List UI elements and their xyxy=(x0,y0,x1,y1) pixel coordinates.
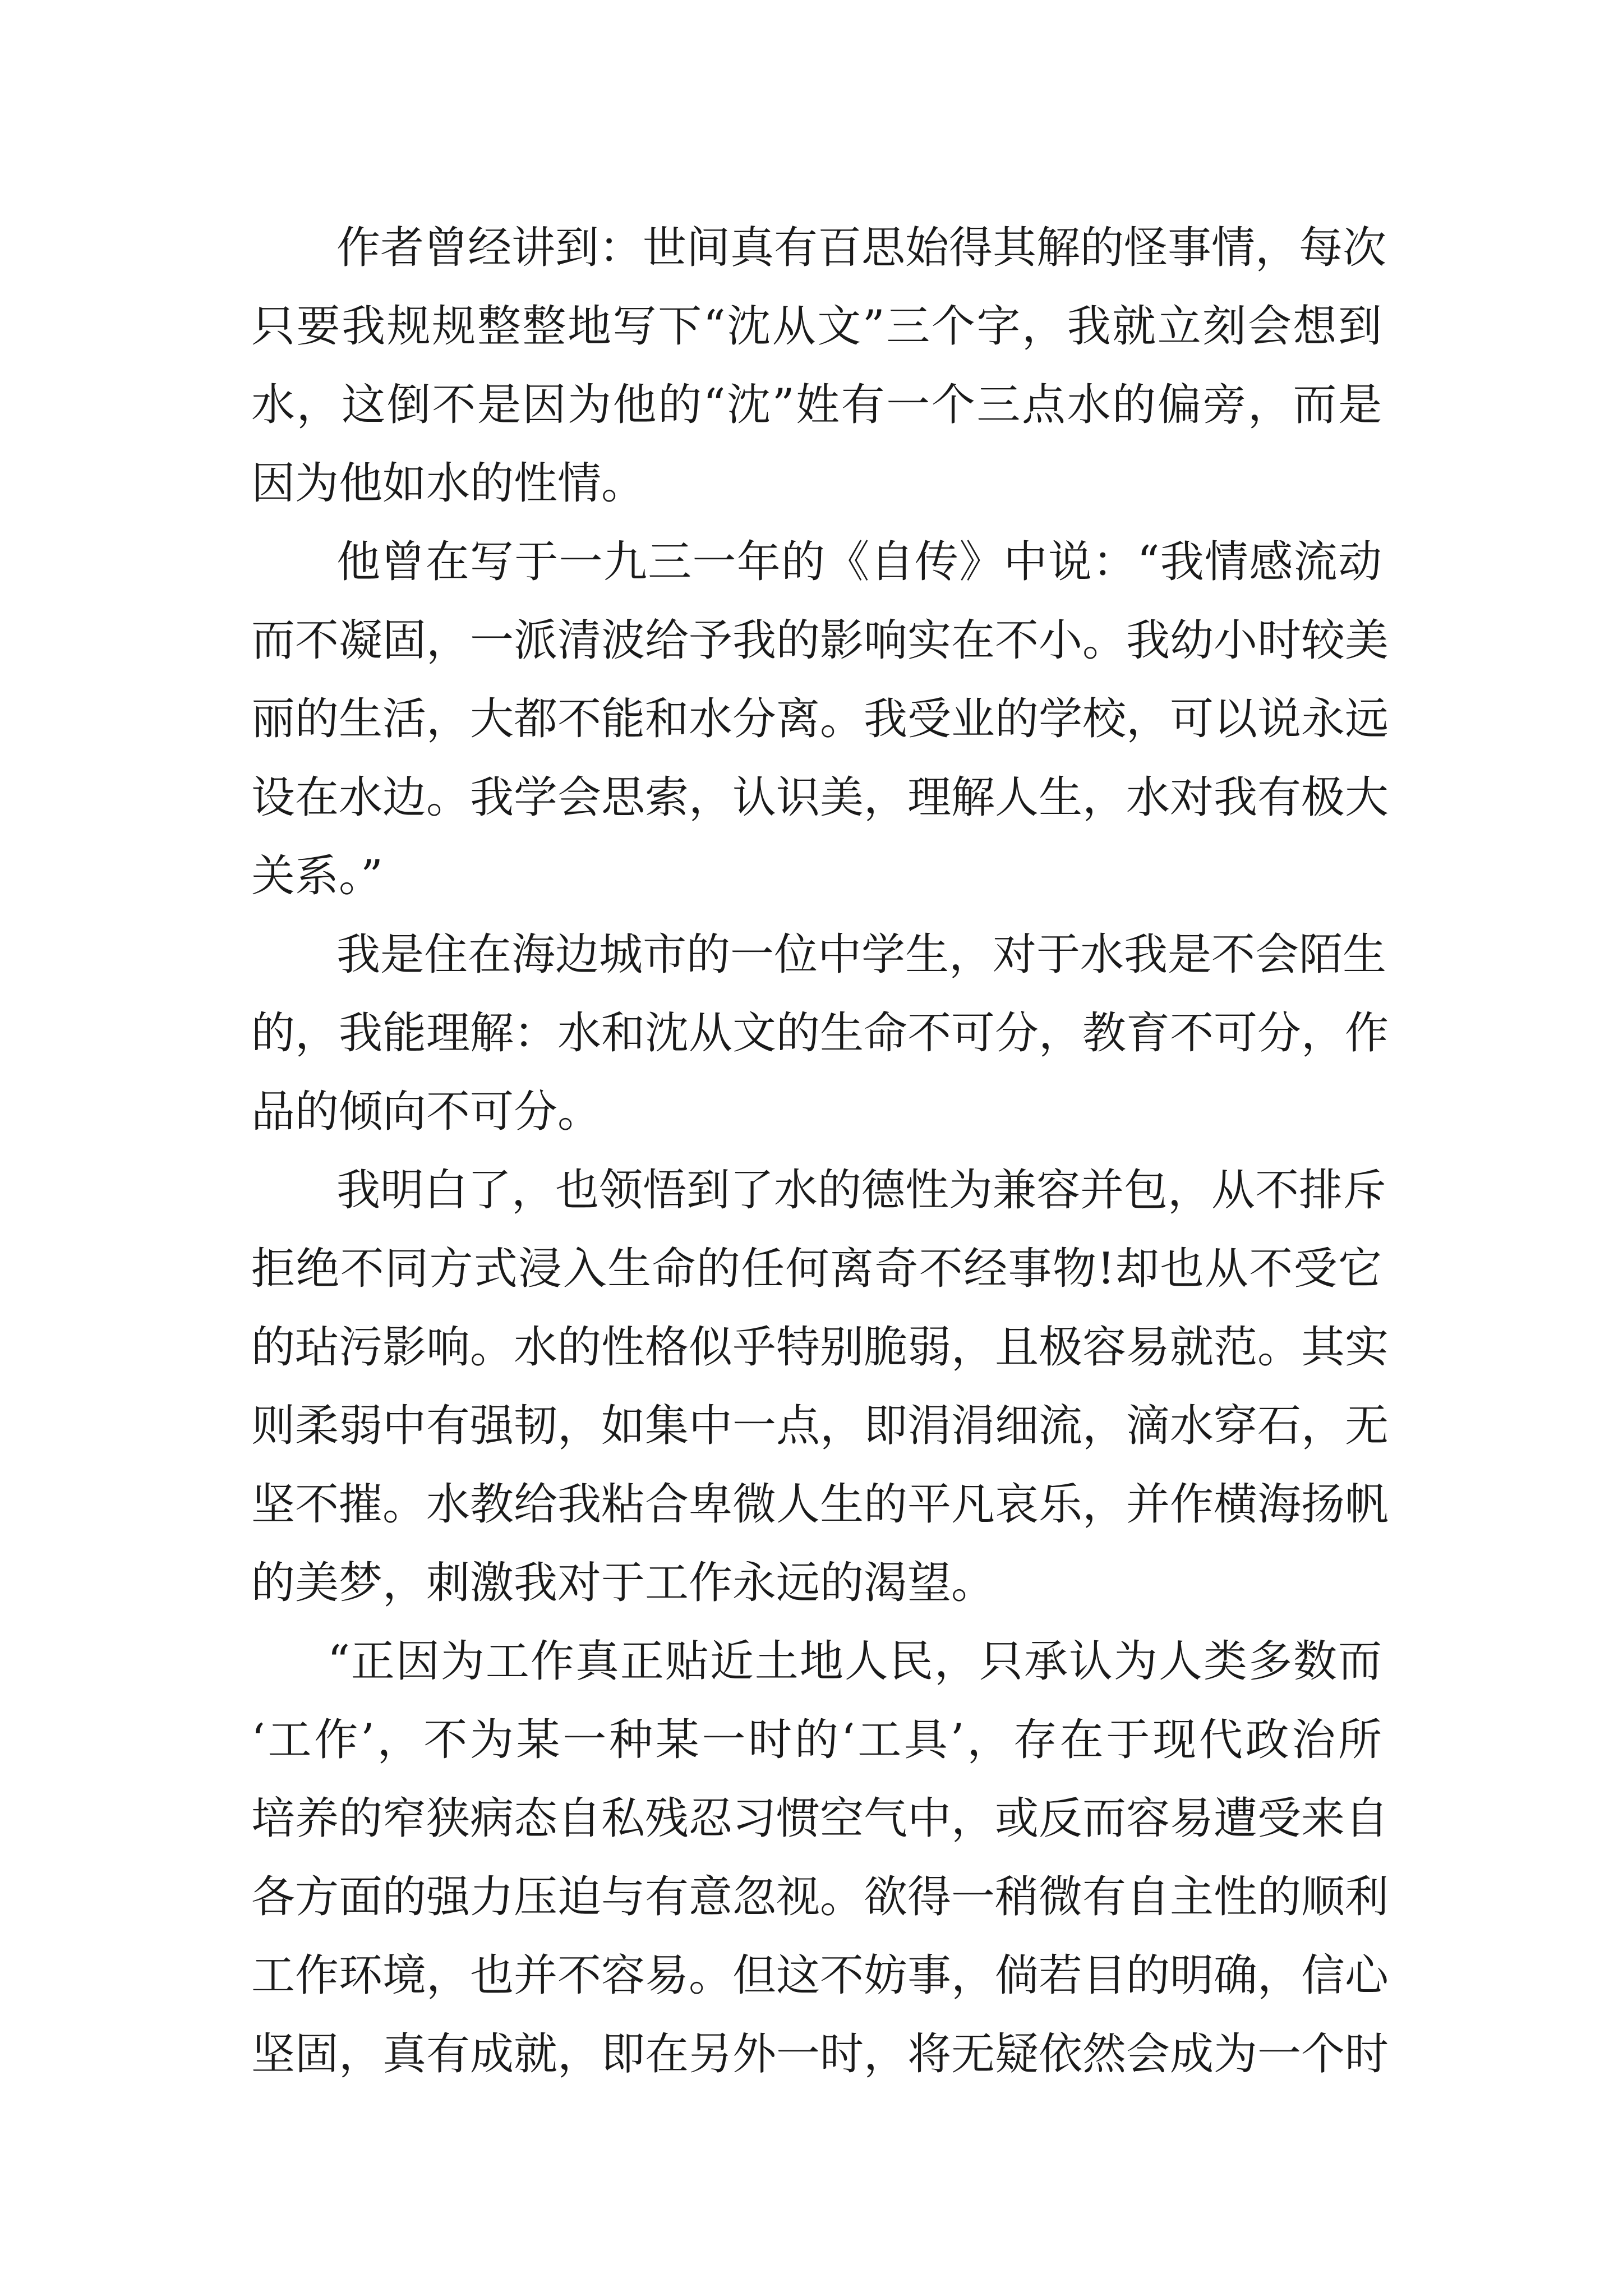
text-line: 只要我规规整整地写下“沈从文”三个字，我就立刻会想到 xyxy=(251,301,1382,352)
text-line: 设在水边。我学会思索，认识美，理解人生，水对我有极大 xyxy=(251,772,1389,823)
text-line: 培养的窄狭病态自私残忍习惯空气中，或反而容易遭受来自 xyxy=(251,1793,1389,1844)
paragraph-3 xyxy=(251,915,1389,1151)
paragraph-1 xyxy=(251,209,1387,523)
text-line: 因为他如水的性情。 xyxy=(251,458,645,509)
paragraph-4 xyxy=(251,1151,1389,1622)
text-line: 而不凝固，一派清波给予我的影响实在不小。我幼小时较美 xyxy=(251,615,1389,666)
text-line: “正因为工作真正贴近土地人民，只承认为人类多数而 xyxy=(328,1636,1382,1687)
text-line: 坚不摧。水教给我粘合卑微人生的平凡哀乐，并作横海扬帆 xyxy=(251,1479,1389,1530)
document-body xyxy=(251,209,1389,2093)
text-line: 丽的生活，大都不能和水分离。我受业的学校，可以说永远 xyxy=(251,694,1389,744)
text-line: 我明白了，也领悟到了水的德性为兼容并包，从不排斥 xyxy=(336,1165,1387,1216)
paragraph-5 xyxy=(251,1622,1389,2093)
text-line: 坚固，真有成就，即在另外一时，将无疑依然会成为一个时 xyxy=(251,2029,1389,2079)
paragraph-2 xyxy=(251,523,1389,915)
text-line: 则柔弱中有强韧，如集中一点，即涓涓细流，滴水穿石，无 xyxy=(251,1401,1389,1451)
text-line: 关系。” xyxy=(251,851,383,901)
text-line: 我是住在海边城市的一位中学生，对于水我是不会陌生 xyxy=(336,930,1387,980)
text-line: 水，这倒不是因为他的“沈”姓有一个三点水的偏旁，而是 xyxy=(251,380,1382,430)
text-line: 作者曾经讲到：世间真有百思始得其解的怪事情，每次 xyxy=(336,223,1387,273)
text-line: 各方面的强力压迫与有意忽视。欲得一稍微有自主性的顺利 xyxy=(251,1872,1389,1922)
text-line: ‘工作’，不为某一种某一时的‘工具’，存在于现代政治所 xyxy=(251,1715,1382,1765)
text-line: 品的倾向不可分。 xyxy=(251,1087,602,1137)
text-line: 工作环境，也并不容易。但这不妨事，倘若目的明确，信心 xyxy=(251,1950,1389,2001)
text-line: 他曾在写于一九三一年的《自传》中说：“我情感流动 xyxy=(336,537,1382,587)
text-line: 拒绝不同方式浸入生命的任何离奇不经事物!却也从不受它 xyxy=(251,1244,1382,1294)
text-line: 的，我能理解：水和沈从文的生命不可分，教育不可分，作 xyxy=(251,1008,1389,1059)
text-line: 的玷污影响。水的性格似乎特别脆弱，且极容易就范。其实 xyxy=(251,1322,1389,1373)
text-line: 的美梦，刺激我对于工作永远的渴望。 xyxy=(251,1558,995,1608)
